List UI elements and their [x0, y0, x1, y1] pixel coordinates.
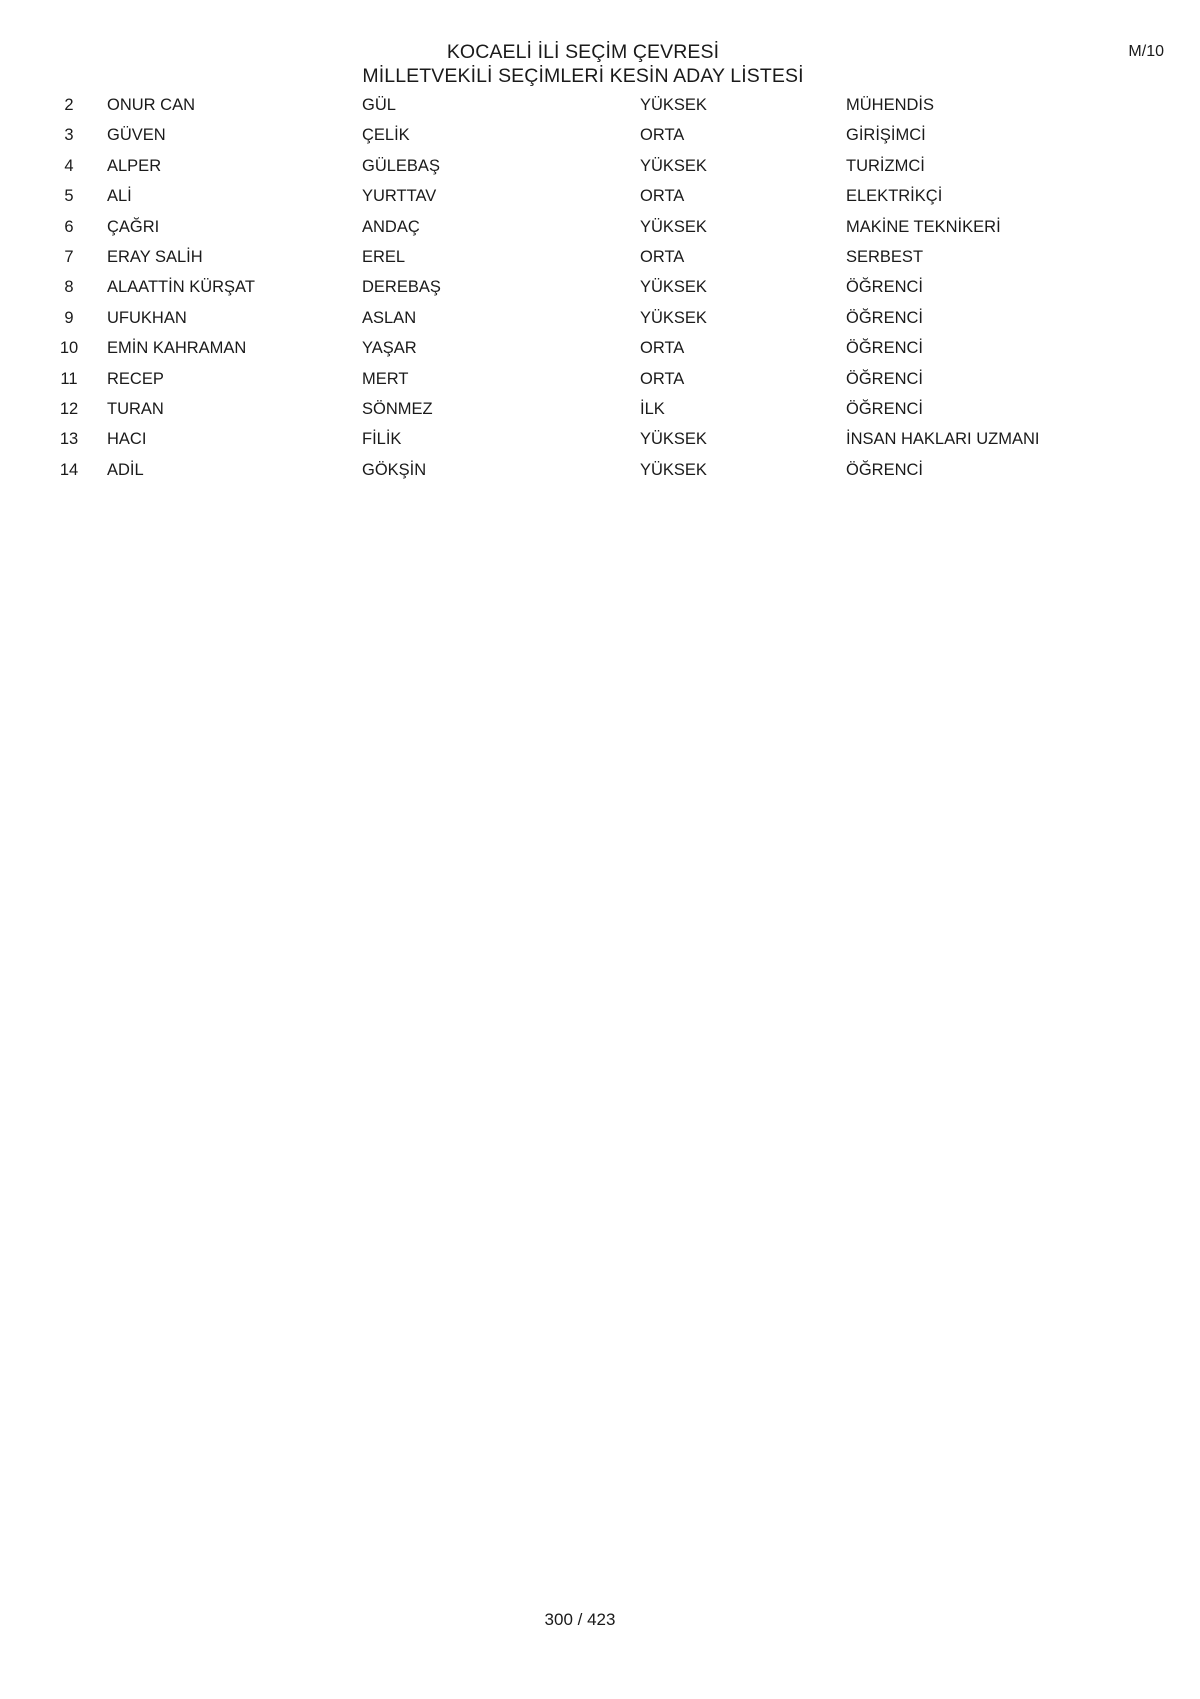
- table-row: [0, 335, 1200, 365]
- candidate-education: ORTA: [640, 126, 685, 145]
- candidate-occupation: ÖĞRENCİ: [846, 308, 924, 327]
- candidate-table: [0, 92, 1200, 487]
- candidate-name: ALPER: [107, 156, 162, 175]
- candidate-surname: DEREBAŞ: [362, 278, 441, 297]
- candidate-education: YÜKSEK: [640, 460, 707, 479]
- page-code: M/10: [1128, 43, 1164, 60]
- candidate-name: ERAY SALİH: [107, 247, 203, 266]
- candidate-number: 2: [64, 96, 74, 114]
- candidate-occupation: ÖĞRENCİ: [846, 278, 924, 297]
- candidate-occupation: GİRİŞİMCİ: [846, 126, 926, 145]
- candidate-name: ONUR CAN: [107, 96, 196, 114]
- candidate-surname: ANDAÇ: [362, 217, 420, 236]
- candidate-number: 10: [59, 339, 79, 358]
- candidate-number: 8: [64, 278, 74, 297]
- candidate-occupation: ÖĞRENCİ: [846, 460, 924, 479]
- candidate-occupation: MAKİNE TEKNİKERİ: [846, 217, 1001, 236]
- candidate-number: 7: [64, 247, 74, 266]
- candidate-occupation: SERBEST: [846, 247, 924, 266]
- candidate-name: HACI: [107, 430, 147, 449]
- candidate-surname: ÇELİK: [362, 126, 410, 145]
- candidate-occupation: MÜHENDİS: [846, 96, 935, 114]
- candidate-name: UFUKHAN: [107, 308, 187, 327]
- table-row: [0, 305, 1200, 335]
- candidate-name: EMİN KAHRAMAN: [107, 339, 247, 358]
- candidate-number: 12: [59, 399, 79, 418]
- candidate-surname: GÜL: [362, 96, 396, 114]
- candidate-surname: MERT: [362, 369, 409, 388]
- table-row: [0, 366, 1200, 396]
- candidate-education: ORTA: [640, 339, 685, 358]
- candidate-number: 11: [60, 369, 78, 388]
- candidate-education: İLK: [640, 399, 665, 418]
- candidate-education: YÜKSEK: [640, 278, 707, 297]
- candidate-surname: EREL: [362, 247, 406, 266]
- candidate-number: 14: [59, 460, 79, 479]
- candidate-number: 5: [64, 187, 74, 206]
- candidate-occupation: İNSAN HAKLARI UZMANI: [846, 430, 1040, 449]
- candidate-number: 6: [64, 217, 74, 236]
- candidate-education: YÜKSEK: [640, 217, 707, 236]
- page-number: 300 / 423: [544, 1610, 616, 1629]
- candidate-surname: YURTTAV: [362, 187, 437, 206]
- table-row: [0, 426, 1200, 456]
- candidate-name: ALAATTİN KÜRŞAT: [107, 278, 255, 297]
- table-row: [0, 122, 1200, 152]
- candidate-education: YÜKSEK: [640, 430, 707, 449]
- table-row: [0, 244, 1200, 274]
- candidate-number: 4: [64, 156, 74, 175]
- candidate-education: YÜKSEK: [640, 96, 707, 114]
- candidate-surname: ASLAN: [362, 308, 417, 327]
- candidate-name: GÜVEN: [107, 126, 166, 145]
- document-title-province: KOCAELİ İLİ SEÇİM ÇEVRESİ: [446, 41, 720, 63]
- document-header: [0, 40, 1166, 88]
- table-row: [0, 274, 1200, 304]
- candidate-occupation: ÖĞRENCİ: [846, 339, 924, 358]
- candidate-surname: FİLİK: [362, 430, 402, 449]
- candidate-occupation: ÖĞRENCİ: [846, 399, 924, 418]
- candidate-number: 13: [59, 430, 79, 449]
- table-row: [0, 396, 1200, 426]
- table-row: [0, 214, 1200, 244]
- candidate-education: YÜKSEK: [640, 308, 707, 327]
- candidate-education: ORTA: [640, 369, 685, 388]
- candidate-surname: GÜLEBAŞ: [362, 156, 440, 175]
- candidate-surname: YAŞAR: [362, 339, 417, 358]
- candidate-education: ORTA: [640, 187, 685, 206]
- table-row: [0, 457, 1200, 487]
- table-row: [0, 183, 1200, 213]
- document-title-list: MİLLETVEKİLİ SEÇİMLERİ KESİN ADAY LİSTESİ: [362, 65, 804, 87]
- candidate-name: ÇAĞRI: [107, 217, 160, 236]
- table-row: [0, 92, 1200, 122]
- candidate-surname: GÖKŞİN: [362, 460, 427, 479]
- candidate-name: ALİ: [107, 187, 132, 206]
- candidate-number: 3: [64, 126, 74, 145]
- candidate-occupation: TURİZMCİ: [846, 156, 925, 175]
- candidate-occupation: ELEKTRİKÇİ: [846, 187, 943, 206]
- candidate-name: ADİL: [107, 460, 144, 479]
- candidate-name: RECEP: [107, 369, 164, 388]
- candidate-education: YÜKSEK: [640, 156, 707, 175]
- candidate-surname: SÖNMEZ: [362, 399, 433, 418]
- table-row: [0, 153, 1200, 183]
- candidate-name: TURAN: [107, 399, 164, 418]
- candidate-number: 9: [64, 308, 74, 327]
- candidate-occupation: ÖĞRENCİ: [846, 369, 924, 388]
- candidate-education: ORTA: [640, 247, 685, 266]
